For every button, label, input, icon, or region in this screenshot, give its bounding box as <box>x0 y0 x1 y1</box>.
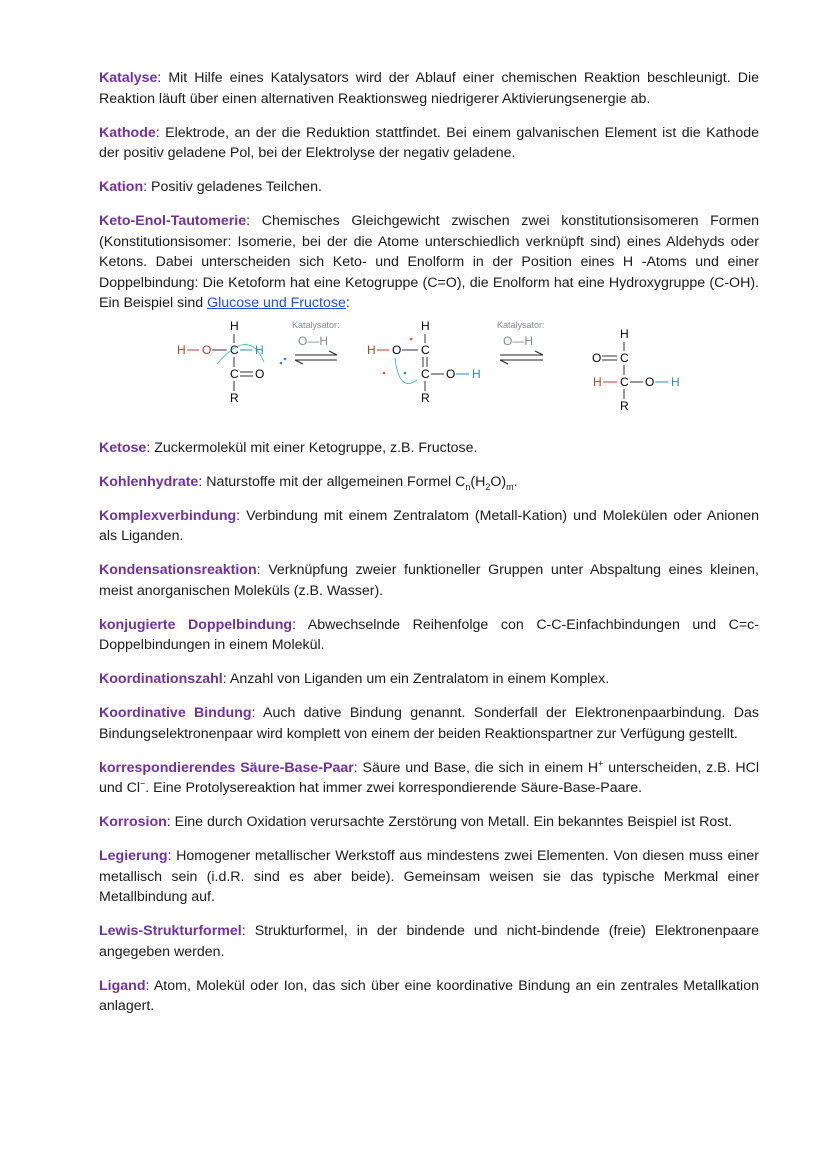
entry-komplexverbindung <box>99 506 759 547</box>
formula-part: O) <box>490 473 507 490</box>
electron-arrow <box>395 358 417 384</box>
formula-part: (H <box>470 473 486 490</box>
entry-legierung <box>99 846 759 908</box>
atom-r: R <box>421 390 430 405</box>
definition: : Auch dative Bindung genannt. Sonderfall der Elektronenpaarbindung. Das Bindungselektronenpaar wird komplett von einem der beiden Reaktionspartner zur Verfügung gestellt. <box>99 705 759 742</box>
superscript: − <box>140 778 146 789</box>
term: Lewis-Strukturformel <box>99 923 242 939</box>
definition-mid: unterscheiden, z.B. HCl und Cl <box>99 759 759 796</box>
atom-h: H <box>671 374 680 389</box>
atom-h: H <box>230 318 239 333</box>
term: Kation <box>99 179 144 195</box>
atom-h: H <box>593 374 602 389</box>
term: Keto-Enol-Tautomerie <box>99 213 247 229</box>
atom-r: R <box>230 390 239 405</box>
definition: : Positiv geladenes Teilchen. <box>143 179 322 195</box>
atom-c: C <box>230 342 239 357</box>
atom-o: O <box>592 350 602 365</box>
entry-keto-enol-tautomerie <box>99 211 759 314</box>
definition-end: . Eine Protolysereaktion hat immer zwei korrespondierende Säure-Base-Paare. <box>145 780 643 796</box>
atom-c: C <box>421 366 430 381</box>
atom-o: O <box>645 374 655 389</box>
definition: : Anzahl von Liganden um ein Zentralatom in einem Komplex. <box>222 671 610 687</box>
catalyst-label: Katalysator: <box>497 319 545 330</box>
definition: : Verknüpfung zweier funktioneller Gruppen unter Abspaltung eines kleinen, meist anorganischen Moleküls (z.B. Wasser). <box>99 562 759 599</box>
atom-h: H <box>255 342 264 357</box>
term: Kohlenhydrate <box>99 473 199 490</box>
keto-enol-diagram <box>99 318 759 428</box>
atom-c: C <box>421 342 430 357</box>
definition: : Zuckermolekül mit einer Ketogruppe, z.B. Fructose. <box>146 439 478 456</box>
atom-h: H <box>620 326 629 341</box>
tautomerie-svg <box>99 318 759 428</box>
catalyst-group: O—H <box>503 333 533 348</box>
subscript: n <box>465 481 471 492</box>
term: Ketose <box>99 439 147 456</box>
term: Katalyse <box>99 70 158 86</box>
term: korrespondierendes Säure-Base-Paar <box>99 759 354 776</box>
subscript: m <box>506 481 514 492</box>
definition: : Eine durch Oxidation verursachte Zerstörung von Metall. Ein bekanntes Beispiel ist Rost. <box>166 814 733 830</box>
catalyst-group: O—H <box>298 333 328 348</box>
entry-kathode <box>99 123 759 164</box>
definition: : Elektrode, an der die Reduktion stattfindet. Bei einem galvanischen Element ist die Kathode der positiv geladene Pol, bei der Elektrolyse der negativ geladene. <box>99 124 759 161</box>
atom-c: C <box>620 350 629 365</box>
glossary-page <box>99 68 759 1030</box>
entry-korrosion <box>99 812 759 833</box>
entry-koordinative-bindung <box>99 703 759 744</box>
term: konjugierte Doppelbindung <box>99 616 293 633</box>
atom-o: O <box>392 342 402 357</box>
definition: : Verbindung mit einem Zentralatom (Metall-Kation) und Molekülen oder Anionen als Liganden. <box>99 507 759 544</box>
atom-r: R <box>620 398 629 413</box>
atom-h: H <box>472 366 481 381</box>
term: Koordinationszahl <box>99 671 223 687</box>
atom-c: C <box>230 366 239 381</box>
definition: : Atom, Molekül oder Ion, das sich über eine koordinative Bindung an ein zentrales Metallkation anlagert. <box>99 977 759 1014</box>
definition: : Mit Hilfe eines Katalysators wird der Ablauf einer chemischen Reaktion beschleunigt. Die Reaktion läuft über einen alternativen Reaktionsweg niedrigerer Aktivierungsenergie ab. <box>99 70 759 107</box>
atom-o: O <box>255 366 265 381</box>
term: Koordinative Bindung <box>99 705 252 721</box>
term: Komplexverbindung <box>99 507 237 524</box>
definition: : Abwechselnde Reihenfolge con C-C-Einfachbindungen und C=c-Doppelbindungen in einem Molekül. <box>99 616 759 653</box>
atom-h: H <box>177 342 186 357</box>
glucose-fructose-link[interactable]: Glucose und Fructose <box>207 295 346 311</box>
subscript: 2 <box>485 481 491 492</box>
entry-koordinationszahl <box>99 669 759 690</box>
entry-lewis-strukturformel <box>99 921 759 962</box>
term: Korrosion <box>99 814 167 830</box>
catalyst-label: Katalysator: <box>292 319 340 330</box>
atom-o: O <box>446 366 456 381</box>
atom-h: H <box>367 342 376 357</box>
definition-end: : <box>345 295 350 311</box>
definition: : Naturstoffe mit der allgemeinen Formel C <box>198 473 466 490</box>
definition-end: . <box>513 473 518 490</box>
atom-o: O <box>202 342 212 357</box>
entry-kondensationsreaktion <box>99 560 759 601</box>
term: Ligand <box>99 977 146 994</box>
superscript: + <box>598 757 604 768</box>
term: Kathode <box>99 124 156 141</box>
atom-h: H <box>421 318 430 333</box>
definition: : Homogener metallischer Werkstoff aus mindestens zwei Elementen. Von diesen muss einer metallisch sein (i.d.R. sind es aber beide). Gemeinsam weisen sie das typische Merkmal einer Metallbindung auf. <box>99 848 759 905</box>
entry-katalyse <box>99 68 759 109</box>
definition: : Strukturformel, in der bindende und nicht-bindende (freie) Elektronenpaare angegeben werden. <box>99 923 759 960</box>
entry-kohlenhydrate <box>99 472 759 493</box>
term: Legierung <box>99 848 168 864</box>
entry-ligand <box>99 976 759 1017</box>
entry-saeure-base-paar <box>99 758 759 799</box>
entry-konjugierte-doppelbindung <box>99 615 759 656</box>
definition: : Chemisches Gleichgewicht zwischen zwei konstitutionsisomeren Formen (Konstitutionsisomer: Isomerie, bei der die Atome unterschiedlich verknüpft sind) eines Aldehyds oder Ketons. Dabei unterscheiden sich Keto- und Enolform in der Position eines H -Atoms und einer Doppelbindung: Die Ketoform hat eine Ketogruppe (C=O), die Enolform hat eine Hydroxygruppe (C-OH). Ein Beispiel sind <box>99 213 759 311</box>
atom-c: C <box>620 374 629 389</box>
definition: : Säure und Base, die sich in einem H <box>353 759 599 776</box>
entry-ketose <box>99 438 759 459</box>
term: Kondensationsreaktion <box>99 562 257 578</box>
entry-kation <box>99 177 759 198</box>
